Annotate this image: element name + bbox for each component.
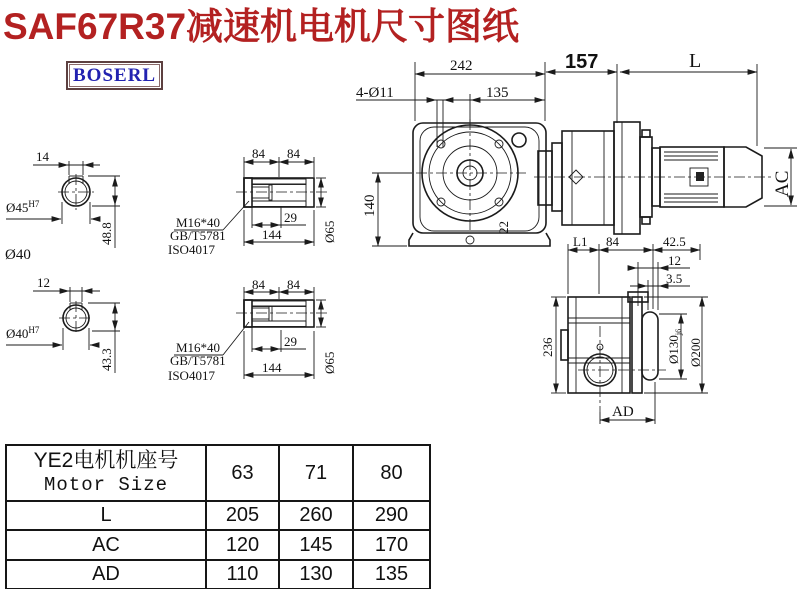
dim-bolt-inset: 29 <box>284 334 297 349</box>
motor-size-table <box>5 444 431 589</box>
table-row-L <box>6 501 430 530</box>
dim-bore: $Ø40^{H7}$ <box>6 325 40 341</box>
dim-bolt-inset: 29 <box>284 210 297 225</box>
cell: 135 <box>353 560 430 589</box>
dim-keyway-depth: 43.3 <box>99 348 114 371</box>
bolt-standard-iso: ISO4017 <box>168 242 215 257</box>
gearbox-front-view <box>356 58 550 246</box>
dim-len2: 84 <box>287 146 300 161</box>
bolt-spec: M16*40 <box>176 215 221 230</box>
dim-motor-length: L <box>689 50 702 72</box>
gearbox-rear-view <box>540 234 708 424</box>
dim-l1: L1 <box>573 234 588 249</box>
hollow-shaft-bottom-view <box>168 277 337 383</box>
header-en: Motor Size <box>43 474 169 497</box>
table-size-71: 71 <box>279 445 353 501</box>
cell: 145 <box>279 530 353 560</box>
cell: 110 <box>206 560 279 589</box>
shaft-section-top-view <box>5 149 120 263</box>
dim-outer-dia: Ø65 <box>322 220 337 243</box>
dim-flange-dia: Ø200 <box>688 338 703 367</box>
dim-center-to-edge: 135 <box>486 85 509 101</box>
table-header-row <box>6 445 430 501</box>
dim-3-5: 3.5 <box>666 271 683 286</box>
header-cn: YE2电机机座号 <box>33 449 179 472</box>
dim-total-len: 144 <box>262 227 282 242</box>
page-title: SAF67R37减速机电机尺寸图纸 <box>3 6 520 47</box>
dim-key-width: 14 <box>36 149 49 164</box>
dim-bolt-holes: 4-Ø11 <box>356 85 394 101</box>
dim-width: 242 <box>450 58 473 74</box>
dim-key-width: 12 <box>37 275 50 290</box>
dim-ad: AD <box>612 404 634 420</box>
bolt-standard-iso: ISO4017 <box>168 368 215 383</box>
dim-motor-dia: AC <box>772 170 793 197</box>
table-row-AC <box>6 530 430 560</box>
table-row-AD <box>6 560 430 589</box>
dim-outer-dia: Ø65 <box>322 351 337 374</box>
table-size-80: 80 <box>353 445 430 501</box>
cell: 120 <box>206 530 279 560</box>
dim-total-len: 144 <box>262 360 282 375</box>
row-label: AD <box>6 560 206 589</box>
dim-bore: $Ø45^{H7}$ <box>6 199 40 215</box>
dim-len1: 84 <box>252 146 265 161</box>
dim-height: 236 <box>540 337 555 357</box>
shaft-diameter-label: Ø40 <box>5 247 31 263</box>
dim-84: 84 <box>606 234 619 249</box>
dim-gear-length: 157 <box>565 51 599 73</box>
cell: 260 <box>279 501 353 530</box>
dim-42-5: 42.5 <box>663 234 686 249</box>
row-label: L <box>6 501 206 530</box>
bolt-standard-gb: GB/T5781 <box>170 353 226 368</box>
bolt-spec: M16*40 <box>176 340 221 355</box>
hollow-shaft-top-view <box>168 146 337 257</box>
dim-keyway-depth: 48.8 <box>99 222 114 245</box>
cell: 290 <box>353 501 430 530</box>
gearmotor-side-view <box>534 50 797 234</box>
dim-len1: 84 <box>252 277 265 292</box>
dim-12: 12 <box>668 253 681 268</box>
shaft-section-bottom-view <box>6 275 120 373</box>
dim-spigot-dia: $Ø130_{j6}$ <box>666 328 683 364</box>
cell: 205 <box>206 501 279 530</box>
table-size-63: 63 <box>206 445 279 501</box>
bolt-standard-gb: GB/T5781 <box>170 228 226 243</box>
row-label: AC <box>6 530 206 560</box>
boserl-logo: BOSERL <box>66 61 163 90</box>
dim-len2: 84 <box>287 277 300 292</box>
dim-base: 22 <box>496 221 511 234</box>
table-header-motor-size <box>6 445 206 501</box>
cell: 130 <box>279 560 353 589</box>
dim-height: 140 <box>362 194 378 217</box>
cell: 170 <box>353 530 430 560</box>
